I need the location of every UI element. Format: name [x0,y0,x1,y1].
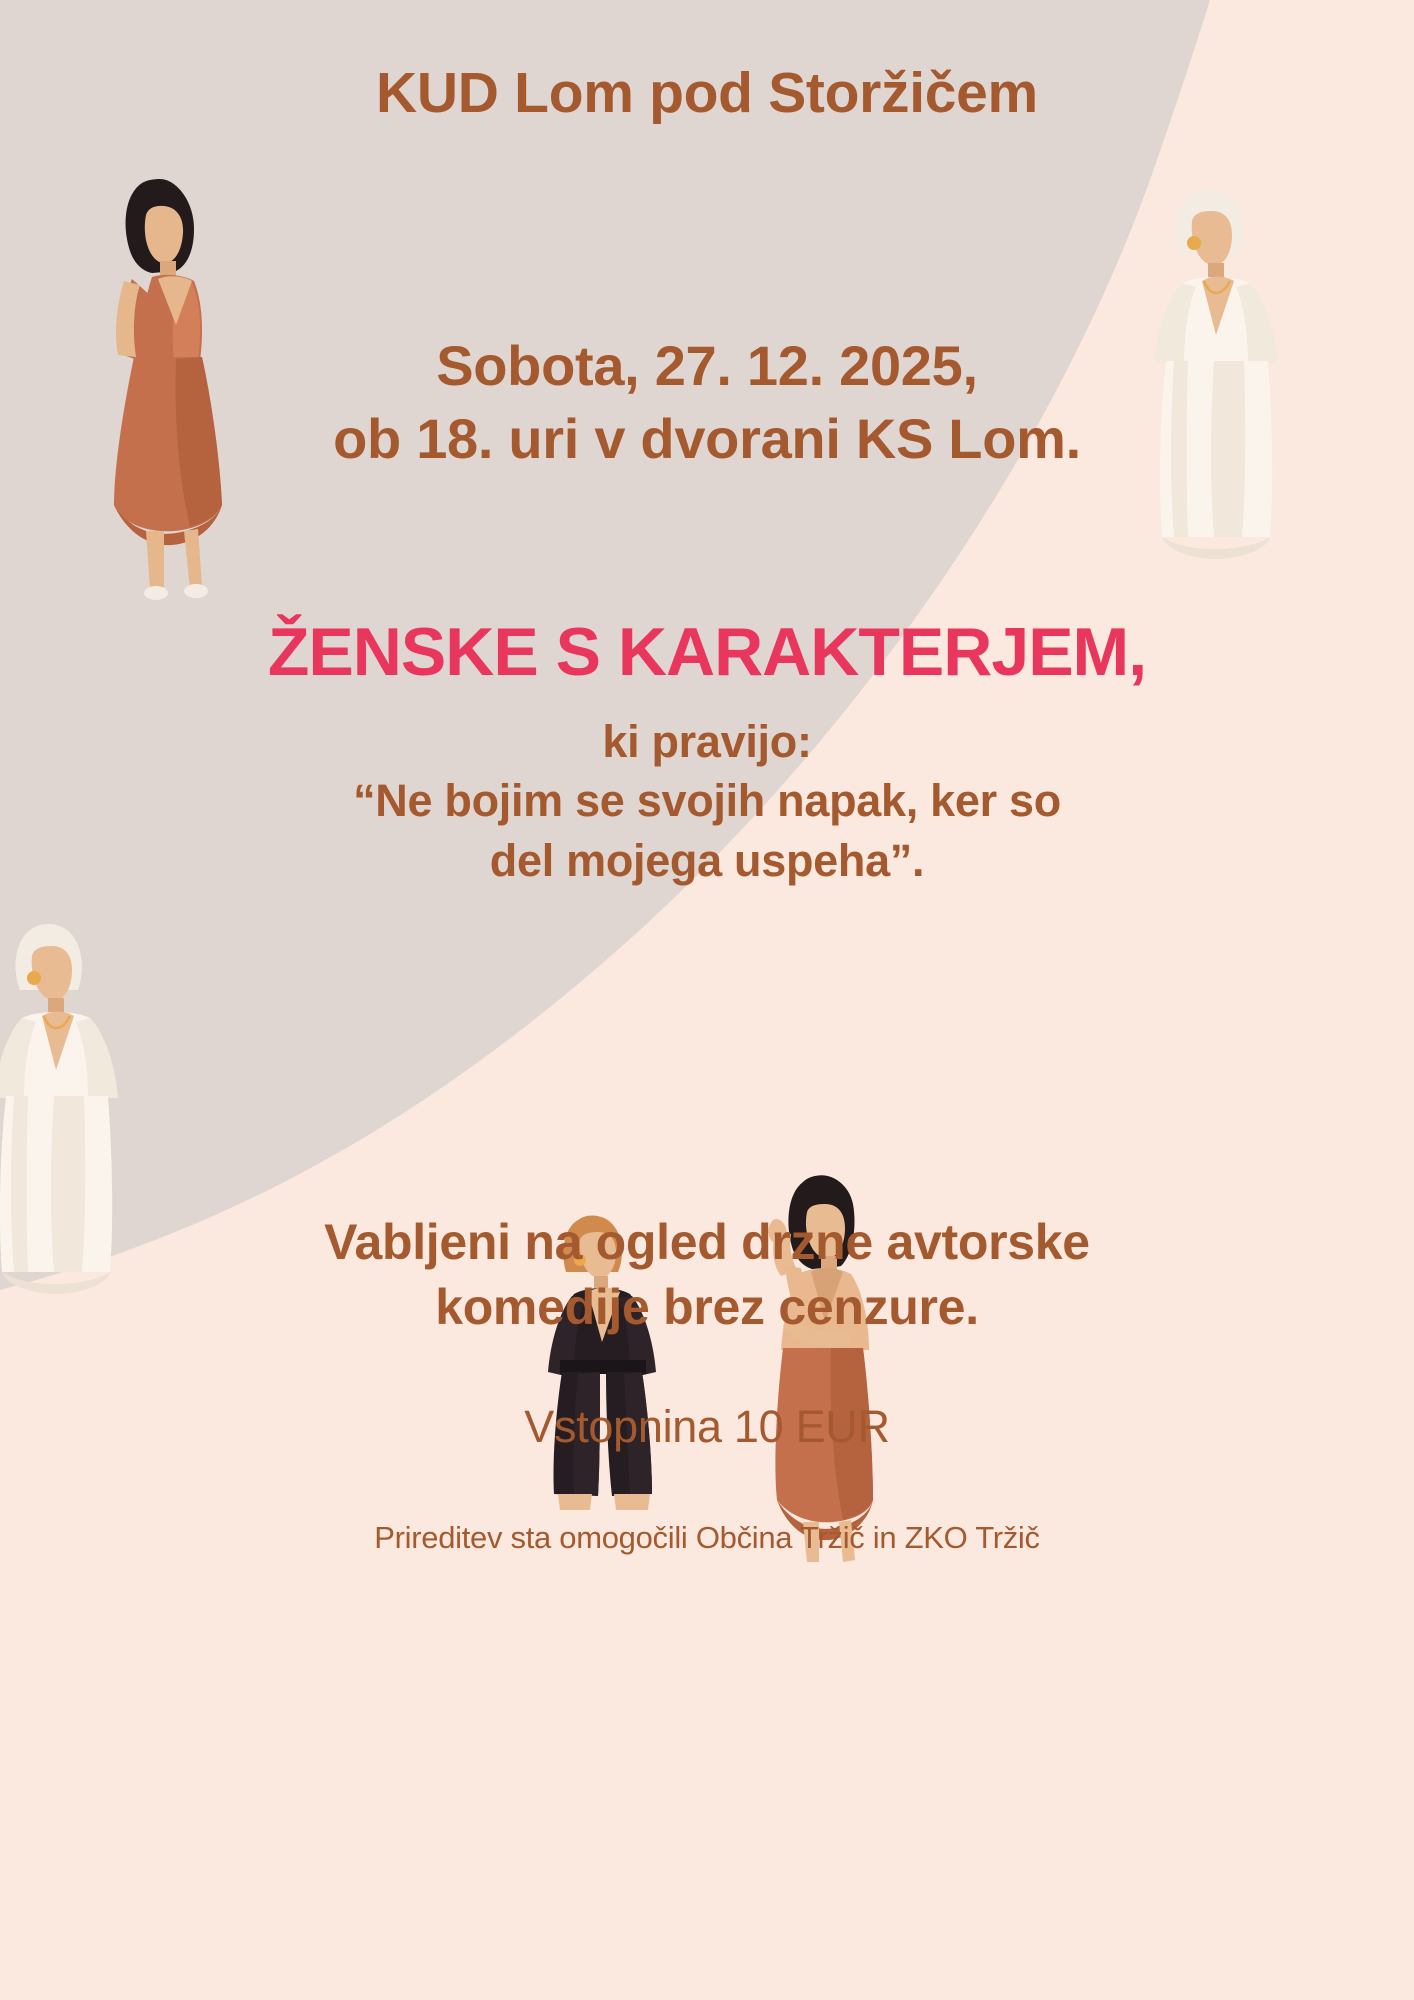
quote-block [0,712,1414,890]
ticket-price: Vstopnina 10 EUR [524,1401,890,1452]
invitation-text [0,1210,1414,1340]
event-time-venue-line: ob 18. uri v dvorani KS Lom. [333,406,1081,470]
invitation-line-2: komedije brez cenzure. [435,1279,979,1335]
quote-line-1: “Ne bojim se svojih napak, ker so [353,775,1061,827]
invitation-line-1: Vabljeni na ogled drzne avtorske [324,1214,1090,1270]
quote-intro: ki pravijo: [602,716,812,767]
sponsors-line: Prireditev sta omogočili Občina Tržič in ZKO Tržič [374,1520,1040,1555]
event-datetime [0,330,1414,476]
event-date-line: Sobota, 27. 12. 2025, [436,334,978,397]
organizer-title: KUD Lom pod Storžičem [376,61,1038,125]
play-title: ŽENSKE S KARAKTERJEM, [267,614,1147,690]
quote-line-2: del mojega uspeha”. [489,834,925,886]
